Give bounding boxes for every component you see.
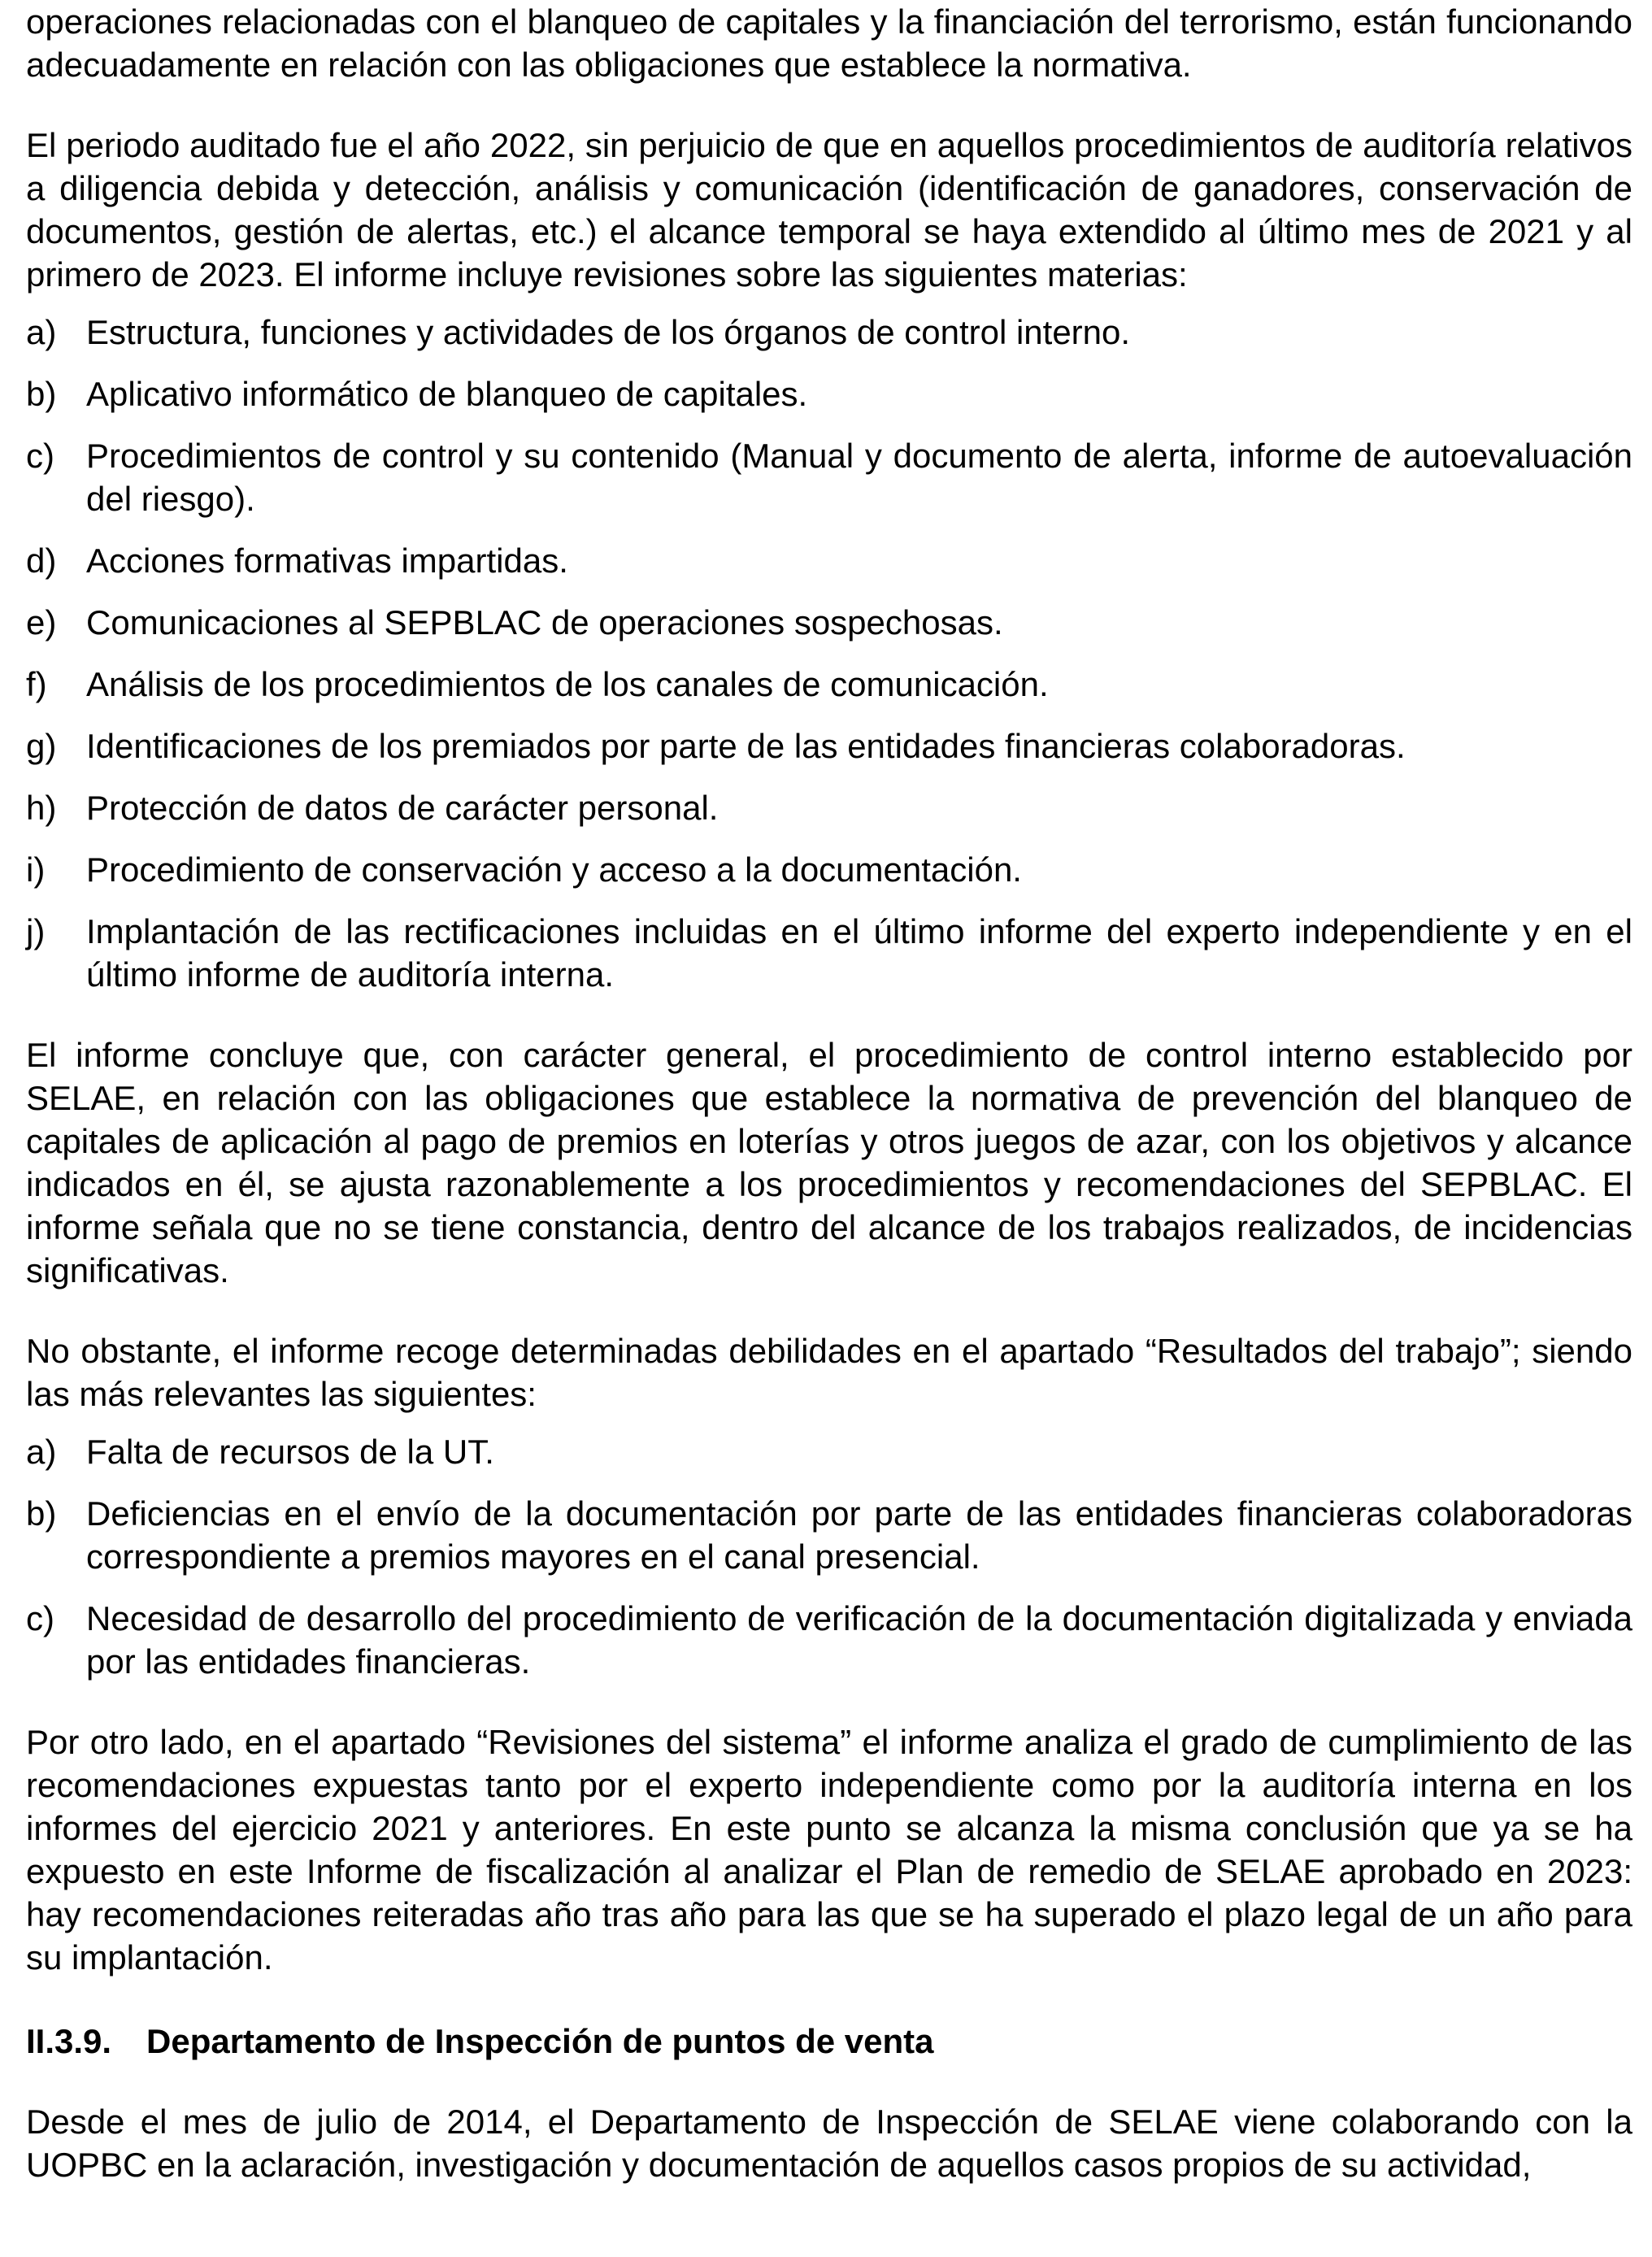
list-marker: d) [26,541,57,580]
list-item-text: Comunicaciones al SEPBLAC de operaciones sospechosas. [86,603,1003,641]
list-item-text: Necesidad de desarrollo del procedimiento de verificación de la documentación digitalizada y enviada por las entidades financieras. [86,1599,1632,1681]
paragraph-audit-period: El periodo auditado fue el año 2022, sin perjuicio de que en aquellos procedimientos de auditoría relativos a diligencia debida y detección, análisis y comunicación (identificación de ganadores, conservación de documentos, gestión de alertas, etc.) el alcance temporal se haya extendido al último mes de 2021 y al primero de 2023. El informe incluye revisiones sobre las siguientes materias: [26,126,1632,294]
list-marker: c) [26,1599,54,1637]
list-marker: a) [26,313,57,351]
paragraph-report-conclusion: El informe concluye que, con carácter general, el procedimiento de control interno establecido por SELAE, en relación con las obligaciones que establece la normativa de prevención del blanqueo de capitales de aplicación al pago de premios en loterías y otros juegos de azar, con los objetivos y alcance indicados en él, se ajusta razonablemente a los procedimientos y recomendaciones del SEPBLAC. El informe señala que no se tiene constancia, dentro del alcance de los trabajos realizados, de incidencias significativas. [26,1036,1632,1289]
list-item [26,434,1632,520]
list-item [26,1597,1632,1683]
list-marker: e) [26,603,57,641]
paragraph-weaknesses: No obstante, el informe recoge determinadas debilidades en el apartado “Resultados del trabajo”; siendo las más relevantes las siguientes: [26,1332,1632,1413]
list-item [26,1430,1632,1473]
list-item-text: Procedimientos de control y su contenido (Manual y documento de alerta, informe de autoevaluación del riesgo). [86,437,1632,518]
list-item-text: Falta de recursos de la UT. [86,1433,494,1471]
list-item [26,372,1632,415]
list-item [26,910,1632,996]
list-review-subjects [26,311,1632,996]
paragraph-system-reviews: Por otro lado, en el apartado “Revisiones del sistema” el informe analiza el grado de cumplimiento de las recomendaciones expuestas tanto por el experto independiente como por la auditoría interna en los informes del ejercicio 2021 y anteriores. En este punto se alcanza la misma conclusión que ya se ha expuesto en este Informe de fiscalización al analizar el Plan de remedio de SELAE aprobado en 2023: hay recomendaciones reiteradas año tras año para las que se ha superado el plazo legal de un año para su implantación. [26,1723,1632,1977]
paragraph-intro-continuation: operaciones relacionadas con el blanqueo de capitales y la financiación del terrorismo, están funcionando adecuadamente en relación con las obligaciones que establece la normativa. [26,2,1632,84]
list-marker: b) [26,375,57,413]
section-title: Departamento de Inspección de puntos de venta [146,2022,934,2060]
list-marker: j) [26,912,46,950]
list-item-text: Análisis de los procedimientos de los canales de comunicación. [86,665,1049,703]
list-marker: c) [26,437,54,475]
list-item [26,601,1632,644]
list-item [26,311,1632,354]
list-item-text: Deficiencias en el envío de la documentación por parte de las entidades financieras colaboradoras correspondiente a premios mayores en el canal presencial. [86,1494,1632,1576]
list-item [26,539,1632,582]
list-marker: a) [26,1433,57,1471]
list-item-text: Aplicativo informático de blanqueo de capitales. [86,375,808,413]
list-marker: i) [26,850,46,889]
list-item-text: Protección de datos de carácter personal. [86,789,719,827]
list-item-text: Identificaciones de los premiados por parte de las entidades financieras colaboradoras. [86,727,1406,765]
list-marker: g) [26,727,57,765]
list-item [26,724,1632,768]
list-marker: f) [26,665,47,703]
list-item [26,663,1632,706]
document-page [26,0,1632,2186]
list-item-text: Estructura, funciones y actividades de los órganos de control interno. [86,313,1131,351]
list-weaknesses [26,1430,1632,1683]
list-marker: b) [26,1494,57,1533]
list-item [26,1492,1632,1578]
list-item-text: Procedimiento de conservación y acceso a la documentación. [86,850,1022,889]
section-heading [26,2020,1632,2063]
list-marker: h) [26,789,57,827]
section-number: II.3.9. [26,2022,112,2060]
list-item-text: Implantación de las rectificaciones incluidas en el último informe del experto independiente y en el último informe de auditoría interna. [86,912,1632,994]
list-item-text: Acciones formativas impartidas. [86,541,568,580]
paragraph-inspection-department: Desde el mes de julio de 2014, el Departamento de Inspección de SELAE viene colaborando con la UOPBC en la aclaración, investigación y documentación de aquellos casos propios de su actividad, [26,2103,1632,2184]
list-item [26,786,1632,829]
list-item [26,848,1632,891]
